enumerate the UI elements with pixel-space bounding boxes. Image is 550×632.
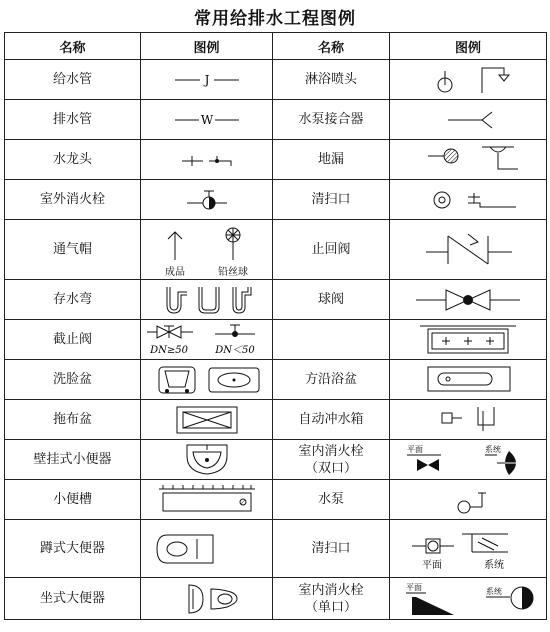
cell-name: 截止阀 (5, 320, 141, 360)
double-hydrant-symbol (390, 440, 547, 480)
table-row (5, 180, 547, 220)
table-row (5, 578, 547, 620)
mop-sink-symbol (141, 400, 273, 440)
cell-name: 室外消火栓 (5, 180, 141, 220)
label-wire-ball: 铅丝球 (217, 266, 248, 278)
cell-name: 小便槽 (5, 480, 141, 520)
cell-name: 清扫口 (273, 180, 390, 220)
cell-name: 通气帽 (5, 220, 141, 280)
cell-name: 水龙头 (5, 140, 141, 180)
label-plan: 平面 (407, 444, 423, 454)
auto-flush-tank-symbol (390, 400, 547, 440)
shower-head-symbol (390, 60, 547, 100)
faucet-symbol (141, 140, 273, 180)
cell-name: 方沿浴盆 (273, 360, 390, 400)
outdoor-hydrant-symbol (141, 180, 273, 220)
wash-basin-symbol (141, 360, 273, 400)
pipe-code-w: W (200, 112, 213, 127)
table-row (5, 280, 547, 320)
squat-toilet-symbol (141, 520, 273, 578)
cleanout-plan-system-symbol (390, 520, 547, 578)
ball-valve-symbol (390, 280, 547, 320)
table-row (5, 220, 547, 280)
table-row (5, 320, 547, 360)
check-valve-symbol (390, 220, 547, 280)
bathtub-plan-symbol (390, 320, 547, 360)
header-name-1: 名称 (5, 33, 141, 60)
cell-name: 球阀 (273, 280, 390, 320)
single-hydrant-symbol (390, 578, 547, 620)
header-name-2: 名称 (273, 33, 390, 60)
label-finished: 成品 (164, 266, 185, 278)
cell-name: 蹲式大便器 (5, 520, 141, 578)
label-dn-lt-50: DN＜50 (214, 344, 255, 356)
cell-name: 拖布盆 (5, 400, 141, 440)
label-plan: 平面 (422, 559, 442, 571)
cell-name: 给水管 (5, 60, 141, 100)
cell-name: 排水管 (5, 100, 141, 140)
cell-name: 水泵 (273, 480, 390, 520)
square-bathtub-symbol (390, 360, 547, 400)
cell-name: 洗脸盆 (5, 360, 141, 400)
label-dn-ge-50: DN≥50 (149, 344, 188, 356)
table-row (5, 140, 547, 180)
label-system: 系统 (485, 444, 501, 454)
header-row (5, 33, 547, 60)
table-row (5, 400, 547, 440)
cell-name: 止回阀 (273, 220, 390, 280)
pump-adapter-symbol (390, 100, 547, 140)
vent-cap-symbol (141, 220, 273, 280)
table-row (5, 60, 547, 100)
trap-symbol (141, 280, 273, 320)
wall-urinal-symbol (141, 440, 273, 480)
cleanout-symbol (390, 180, 547, 220)
cell-name: 地漏 (273, 140, 390, 180)
cell-name: 水泵接合器 (273, 100, 390, 140)
cell-name-line-1: 室内消火栓 (298, 582, 364, 598)
table-row (5, 360, 547, 400)
globe-valve-symbol (141, 320, 273, 360)
pump-symbol (390, 480, 547, 520)
water-supply-pipe-symbol (141, 60, 273, 100)
cell-name: 自动冲水箱 (273, 400, 390, 440)
label-plan: 平面 (406, 582, 422, 592)
cell-name: 壁挂式小便器 (5, 440, 141, 480)
cell-name: 坐式大便器 (5, 578, 141, 620)
drain-pipe-symbol (141, 100, 273, 140)
table-row (5, 520, 547, 578)
cell-name: 淋浴喷头 (273, 60, 390, 100)
urinal-trough-symbol (141, 480, 273, 520)
label-system: 系统 (486, 586, 502, 596)
legend-table (4, 32, 547, 620)
table-row (5, 480, 547, 520)
cell-name-line-2: （双口） (304, 460, 357, 476)
cell-name-line-2: （单口） (304, 599, 357, 615)
sitting-toilet-symbol (141, 578, 273, 620)
cell-name: 清扫口 (273, 520, 390, 578)
table-row (5, 440, 547, 480)
pipe-code-j: J (204, 72, 209, 87)
header-legend-2: 图例 (390, 33, 547, 60)
cell-name: 存水弯 (5, 280, 141, 320)
page-title: 常用给排水工程图例 (194, 9, 356, 29)
label-system: 系统 (484, 559, 504, 571)
cell-name (273, 320, 390, 360)
header-legend-1: 图例 (141, 33, 273, 60)
cell-name-line-1: 室内消火栓 (298, 443, 364, 459)
table-row (5, 100, 547, 140)
floor-drain-symbol (390, 140, 547, 180)
